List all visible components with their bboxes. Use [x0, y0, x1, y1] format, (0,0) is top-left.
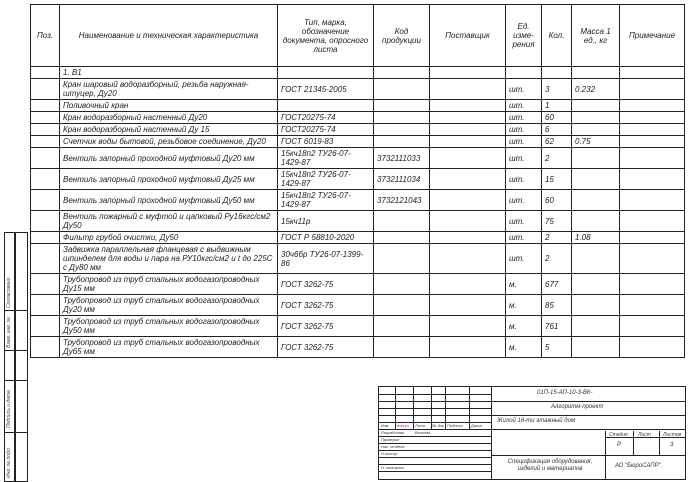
cell-unit: м. [506, 295, 542, 316]
cell-type: ГОСТ 3262-75 [278, 274, 374, 295]
cell-supplier [430, 190, 506, 211]
cell-code: 3732111034 [374, 169, 430, 190]
sheet-header: Лист [638, 432, 651, 438]
cell-unit: м. [506, 337, 542, 358]
cell-supplier [430, 211, 506, 232]
cell-name: Трубопровод из труб стальных водогазопроводных Ду50 мм [60, 316, 278, 337]
cell-code [374, 100, 430, 112]
cell-type: ГОСТ Р 58810-2020 [278, 232, 374, 244]
cell-type: ГОСТ 3262-75 [278, 316, 374, 337]
cell-qty: 75 [542, 211, 572, 232]
col-izm: Изм. [381, 423, 390, 428]
cell-unit: шт. [506, 232, 542, 244]
header-type: Тип, марка, обозначение документа, опросного листа [278, 5, 374, 67]
cell-qty [542, 67, 572, 79]
cell-qty: 2 [542, 148, 572, 169]
cell-type: ГОСТ 3262-75 [278, 295, 374, 316]
cell-note [620, 79, 685, 100]
role-head: Нач. отдела [381, 444, 405, 449]
cell-note [620, 169, 685, 190]
developer-name: Волкова [415, 430, 431, 435]
cell-mass [572, 244, 620, 274]
side-inv-copy: Взам. инв. № [6, 317, 12, 348]
cell-unit: шт. [506, 244, 542, 274]
cell-name: Кран водоразборный настенный Ду20 [60, 112, 278, 124]
cell-code: 3732111033 [374, 148, 430, 169]
cell-supplier [430, 316, 506, 337]
header-qty: Кол. [542, 5, 572, 67]
cell-mass [572, 112, 620, 124]
role-nkontrol: Н. контроль [381, 465, 405, 470]
cell-mass [572, 316, 620, 337]
cell-unit: шт. [506, 79, 542, 100]
cell-note [620, 337, 685, 358]
cell-qty: 15 [542, 169, 572, 190]
cell-name: Трубопровод из труб стальных водогазопроводных Ду20 мм [60, 295, 278, 316]
doc-title: Спецификация оборудования, изделий и материалов [507, 459, 593, 472]
cell-mass [572, 169, 620, 190]
header-code: Код продукции [374, 5, 430, 67]
cell-name: Задвижка параллельная фланцевая с выдвижным шпинделем для воды и пара на РУ10кгс/см2 и t до 225С с Ду80 мм [60, 244, 278, 274]
col-date: Дата [471, 423, 482, 428]
role-developer: Разработал [381, 430, 405, 435]
cell-name: Вентиль пожарный с муфтой и цапковый Ру16кгс/см2 Ду50 [60, 211, 278, 232]
header-name: Наименование и техническая характеристика [60, 5, 278, 67]
cell-type: 30ч6бр ТУ26-07-1399-86 [278, 244, 374, 274]
cell-pos [31, 232, 60, 244]
cell-qty: 60 [542, 190, 572, 211]
cell-qty: 85 [542, 295, 572, 316]
cell-note [620, 136, 685, 148]
table-row [31, 100, 685, 112]
cell-qty: 1 [542, 100, 572, 112]
cell-mass: 0.75 [572, 136, 620, 148]
cell-name: Кран водоразборный настенный Ду 15 [60, 124, 278, 136]
cell-type [278, 67, 374, 79]
cell-code [374, 295, 430, 316]
cell-type: ГОСТ 6019-83 [278, 136, 374, 148]
cell-type [278, 100, 374, 112]
cell-unit: шт. [506, 148, 542, 169]
col-list: Лист [415, 423, 426, 428]
stage-value: Р [617, 442, 622, 448]
sheets-header: Листов [663, 432, 682, 438]
cell-code [374, 124, 430, 136]
cell-note [620, 232, 685, 244]
cell-mass: 1.08 [572, 232, 620, 244]
col-sign: Подпись [447, 423, 463, 428]
cell-pos [31, 112, 60, 124]
cell-pos [31, 190, 60, 211]
cell-name: Вентиль запорный проходной муфтовый Ду25 мм [60, 169, 278, 190]
header-note: Примечание [620, 5, 685, 67]
cell-supplier [430, 244, 506, 274]
cell-supplier [430, 136, 506, 148]
table-row [31, 148, 685, 169]
table-header-row [31, 5, 685, 67]
cell-note [620, 67, 685, 79]
cell-unit: шт. [506, 211, 542, 232]
table-row [31, 190, 685, 211]
cell-note [620, 211, 685, 232]
cell-note [620, 124, 685, 136]
cell-qty: 6 [542, 124, 572, 136]
table-row [31, 136, 685, 148]
cell-type: 15кч11р [278, 211, 374, 232]
col-kol: Кол.уч [397, 423, 409, 428]
cell-mass [572, 148, 620, 169]
cell-supplier [430, 100, 506, 112]
cell-code [374, 112, 430, 124]
cell-code [374, 67, 430, 79]
cell-name: Фильтр грубой очистки, Ду50 [60, 232, 278, 244]
cell-mass [572, 274, 620, 295]
cell-code [374, 211, 430, 232]
title-block [378, 386, 686, 480]
cell-code [374, 244, 430, 274]
table-row [31, 169, 685, 190]
cell-note [620, 112, 685, 124]
cell-mass [572, 190, 620, 211]
cell-note [620, 274, 685, 295]
cell-unit [506, 67, 542, 79]
header-unit: Ед. изме- рения [506, 5, 542, 67]
cell-note [620, 316, 685, 337]
cell-note [620, 295, 685, 316]
cell-pos [31, 169, 60, 190]
table-row [31, 112, 685, 124]
cell-pos [31, 316, 60, 337]
cell-code [374, 79, 430, 100]
object-name: Жилой 16-ти этажный дом [497, 418, 576, 424]
cell-type: 15кч18п2 ТУ26-07-1429-87 [278, 190, 374, 211]
cell-unit: м. [506, 316, 542, 337]
cell-supplier [430, 124, 506, 136]
cell-qty: 761 [542, 316, 572, 337]
side-agreed: Согласовано [6, 277, 12, 308]
cell-supplier [430, 232, 506, 244]
cell-pos [31, 295, 60, 316]
cell-qty: 677 [542, 274, 572, 295]
table-row [31, 211, 685, 232]
company-top: Алгоритм-проект [551, 404, 604, 410]
table-row [31, 337, 685, 358]
cell-supplier [430, 274, 506, 295]
cell-qty: 60 [542, 112, 572, 124]
cell-name: Счетчик воды бытовой, резьбовое соединение, Ду20 [60, 136, 278, 148]
cell-type: 15кч18п2 ТУ26-07-1429-87 [278, 169, 374, 190]
cell-supplier [430, 79, 506, 100]
cell-supplier [430, 112, 506, 124]
table-row [31, 274, 685, 295]
cell-unit: шт. [506, 124, 542, 136]
cell-type: ГОСТ20275-74 [278, 112, 374, 124]
cell-qty: 5 [542, 337, 572, 358]
header-mass: Масса 1 ед., кг [572, 5, 620, 67]
cell-qty: 62 [542, 136, 572, 148]
table-row [31, 295, 685, 316]
cell-mass [572, 337, 620, 358]
cell-pos [31, 244, 60, 274]
cell-code [374, 232, 430, 244]
cell-code [374, 337, 430, 358]
cell-unit: шт. [506, 112, 542, 124]
cell-pos [31, 337, 60, 358]
cell-unit: м. [506, 274, 542, 295]
cell-pos [31, 100, 60, 112]
cell-type: ГОСТ 21345-2005 [278, 79, 374, 100]
cell-name: 1. В1 [60, 67, 278, 79]
cell-pos [31, 124, 60, 136]
cell-unit: шт. [506, 136, 542, 148]
cell-name: Вентиль запорный проходной муфтовый Ду50 мм [60, 190, 278, 211]
cell-note [620, 148, 685, 169]
cell-mass: 0.232 [572, 79, 620, 100]
cell-mass [572, 211, 620, 232]
header-pos: Поз. [31, 5, 60, 67]
cell-pos [31, 274, 60, 295]
cell-unit: шт. [506, 100, 542, 112]
table-row [31, 244, 685, 274]
cell-supplier [430, 148, 506, 169]
side-sign-date: Подпись и дата [6, 390, 12, 428]
cell-pos [31, 211, 60, 232]
role-checked: Проверил [381, 437, 400, 442]
cell-type: ГОСТ 3262-75 [278, 337, 374, 358]
cell-supplier [430, 295, 506, 316]
cell-unit: шт. [506, 169, 542, 190]
header-supplier: Поставщик [430, 5, 506, 67]
table-row [31, 232, 685, 244]
cell-code: 3732121043 [374, 190, 430, 211]
cell-code [374, 136, 430, 148]
cell-qty: 2 [542, 244, 572, 274]
cell-mass [572, 124, 620, 136]
table-row [31, 316, 685, 337]
cell-pos [31, 136, 60, 148]
role-nkontr: Н.контр. [381, 451, 398, 456]
org-name: АО "БюроСАПР" [615, 463, 661, 469]
side-strip-inner [14, 232, 28, 482]
cell-note [620, 190, 685, 211]
sheets-value: 3 [670, 442, 674, 448]
cell-mass [572, 67, 620, 79]
cell-name: Трубопровод из труб стальных водогазопроводных Ду65 мм [60, 337, 278, 358]
cell-code [374, 316, 430, 337]
cell-note [620, 100, 685, 112]
table-row [31, 79, 685, 100]
cell-supplier [430, 169, 506, 190]
cell-pos [31, 79, 60, 100]
cell-note [620, 244, 685, 274]
cell-qty: 3 [542, 79, 572, 100]
cell-name: Трубопровод из труб стальных водогазопроводных Ду15 мм [60, 274, 278, 295]
cell-supplier [430, 67, 506, 79]
cell-pos [31, 67, 60, 79]
stage-header: Стадия [609, 432, 628, 438]
cell-supplier [430, 337, 506, 358]
cell-unit: шт. [506, 190, 542, 211]
table-row [31, 124, 685, 136]
doc-code: 01П-15-АП-10-3-ВК- [537, 390, 593, 396]
cell-name: Кран шаровый водоразборный, резьба наружная-штуцер, Ду20 [60, 79, 278, 100]
side-inv-orig: Инв. № подл. [6, 446, 12, 478]
cell-pos [31, 148, 60, 169]
cell-mass [572, 100, 620, 112]
cell-mass [572, 295, 620, 316]
table-row [31, 67, 685, 79]
cell-type: 15кч18п2 ТУ26-07-1429-87 [278, 148, 374, 169]
cell-name: Вентиль запорный проходной муфтовый Ду20 мм [60, 148, 278, 169]
cell-name: Поливочный кран [60, 100, 278, 112]
specification-table [30, 4, 685, 358]
cell-type: ГОСТ20275-74 [278, 124, 374, 136]
cell-qty: 2 [542, 232, 572, 244]
cell-code [374, 274, 430, 295]
col-ndoc: № док [432, 423, 444, 428]
